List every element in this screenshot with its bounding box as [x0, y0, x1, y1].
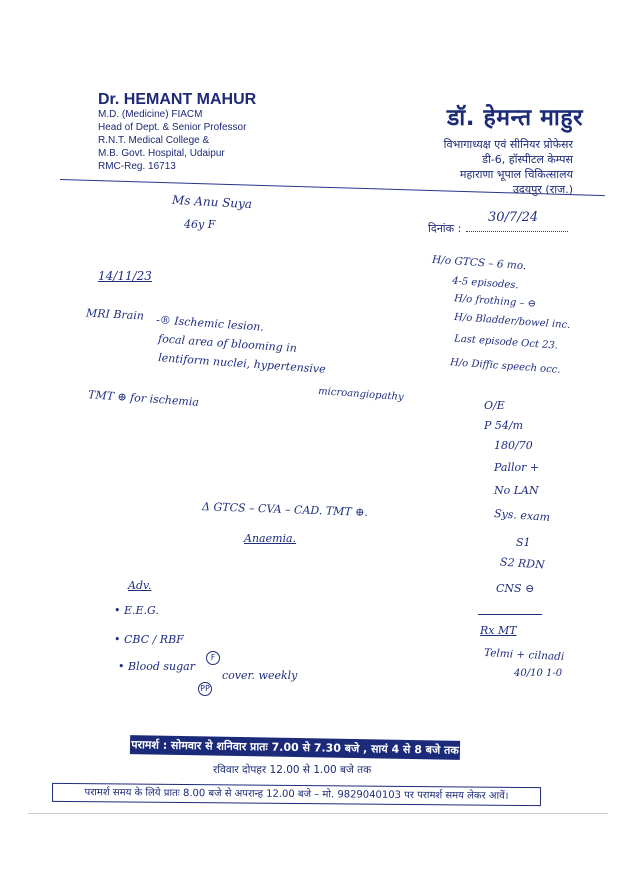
advice-item: • E.E.G. [114, 604, 159, 617]
exam-line: P 54/m [484, 419, 524, 432]
date-dotted-line [466, 231, 568, 232]
date-label: दिनांक : [428, 222, 462, 235]
exam-line: S2 RDN [499, 555, 546, 572]
doctor-name-hindi: डॉ. हेमन्त माहुर [447, 105, 584, 131]
advice-item: • CBC / RBF [114, 633, 184, 646]
previous-date: 14/11/23 [98, 269, 152, 283]
history-line: H/o frothing – ⊖ [453, 293, 537, 310]
mri-line-3: lentiform nuclei, hypertensive [157, 351, 327, 376]
qualification: M.D. (Medicine) FIACM [98, 109, 203, 120]
rx-label: Rx MT [480, 624, 517, 637]
sunday-hours: रविवार दोपहर 12.00 से 1.00 बजे तक [213, 764, 372, 776]
hospital: M.B. Govt. Hospital, Udaipur [98, 148, 225, 159]
circle-fasting: F [206, 651, 220, 665]
appointment-info: परामर्श समय के लिये प्रातः 8.00 बजे से अपरान्ह 12.00 बजे – मो. 9829040103 पर परामर्श समय लेकर आवें। [52, 783, 541, 806]
exam-line: CNS ⊖ [496, 582, 535, 595]
exam-line: Pallor + [494, 461, 540, 474]
page-edge-line [28, 813, 608, 814]
address-hindi-2: महाराणा भूपाल चिकित्सालय [459, 168, 573, 181]
exam-line: Sys. exam [493, 507, 551, 524]
advice-label: Adv. [128, 579, 152, 592]
history-line: H/o Diffic speech occ. [449, 357, 561, 376]
exam-line: 180/70 [494, 439, 533, 452]
history-line: H/o Bladder/bowel inc. [453, 311, 571, 332]
exam-line: No LAN [494, 484, 539, 497]
mri-label: MRI Brain [85, 306, 145, 323]
patient-name: Ms Anu Suya [171, 192, 253, 212]
patient-age: 46y F [184, 218, 216, 231]
tmt-line: TMT ⊕ for ischemia [87, 388, 200, 409]
mri-line-1: -® Ischemic lesion. [155, 313, 265, 334]
designation: Head of Dept. & Senior Professor [98, 122, 247, 133]
advice-item: • Blood sugar [118, 660, 195, 673]
handwritten-divider [478, 614, 542, 615]
consultation-hours-bar: परामर्श : सोमवार से शनिवार प्रातः 7.00 से 7.30 बजे , सायं 4 से 8 बजे तक [130, 735, 460, 760]
address-hindi-1: डी-6, हॉस्पीटल केम्पस [482, 153, 573, 166]
doctor-name-english: Dr. HEMANT MAHUR [98, 91, 257, 108]
college: R.N.T. Medical College & [98, 135, 210, 146]
history-line: 4-5 episodes. [451, 275, 519, 292]
visit-date: 30/7/24 [488, 210, 539, 225]
address-hindi-3: उदयपुर (राज.) [512, 183, 573, 196]
diagnosis-sub: Anaemia. [244, 532, 297, 545]
mri-line-2: focal area of blooming in [157, 332, 298, 355]
circle-postprandial: PP [198, 682, 212, 696]
advice-item: cover. weekly [222, 669, 298, 682]
registration-number: RMC-Reg. 16713 [98, 161, 176, 172]
rx-dose: 40/10 1-0 [514, 668, 563, 679]
exam-line: S1 [516, 536, 531, 549]
diagnosis: Δ GTCS – CVA – CAD. TMT ⊕. [201, 500, 369, 519]
designation-hindi: विभागाध्यक्ष एवं सीनियर प्रोफेसर [443, 138, 573, 151]
history-line: Last episode Oct 23. [453, 333, 559, 352]
exam-line: O/E [484, 399, 505, 412]
history-line: H/o GTCS – 6 mo. [431, 253, 527, 273]
rx-medicine: Telmi + cilnadi [483, 646, 565, 664]
mri-line-4: microangiopathy [317, 386, 404, 403]
